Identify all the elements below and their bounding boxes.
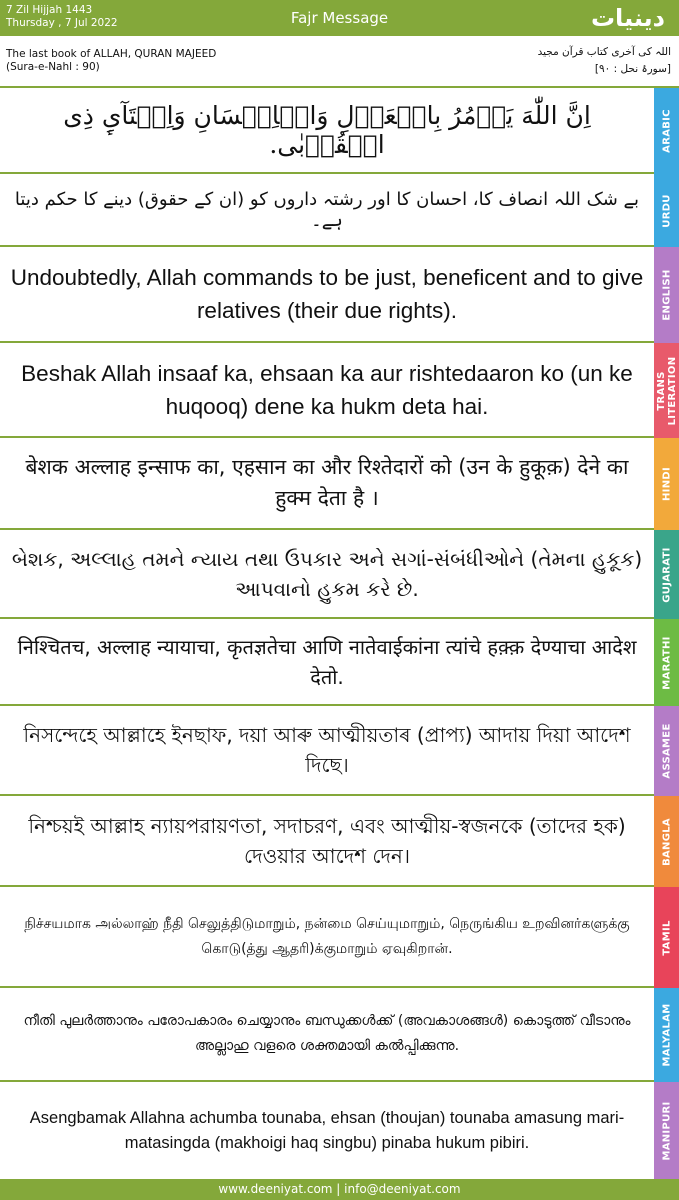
language-tab-marathi[interactable] [654,619,679,706]
tab-label-english: ENGLISH [661,269,672,321]
translation-text-marathi: निश्चितच, अल्लाह न्यायाचा, कृतज्ञतेचा आणि नातेवाईकांना त्यांचे हक़्क़ देण्याचा आदेश देतो. [17,634,637,689]
translation-text-tamil: நிச்சயமாக அல்லாஹ் நீதி செலுத்திடுமாறும், நன்மை செய்யுமாறும், நெருங்கிய உறவினர்களுக்கு கொடு(த்து ஆதரி)க்குமாறும் ஏவுகிறான். [24,915,630,957]
language-tab-gujarati[interactable] [654,530,679,619]
language-tab-tamil[interactable] [654,887,679,988]
translation-text-gujarati: બેશક, અલ્લાહ તમને ન્યાય તથા ઉપકાર અને સગાં-સંબંધીઓને (તેમના હુકૂક) આપવાનો હુકમ કરે છે. [11,546,643,601]
language-tab-arabic[interactable] [654,88,679,174]
page-title: Fajr Message [290,9,389,27]
tab-label-transliteration: TRANS LITERATION [655,356,678,425]
language-tab-manipuri[interactable] [654,1082,679,1179]
translation-text-hindi: बेशक अल्लाह इन्साफ का, एहसान का और रिश्तेदारों को (उन के हुकूक़) देने का हुक्म देता है । [25,455,629,510]
tab-label-marathi: MARATHI [661,635,672,690]
tab-label-urdu: URDU [661,193,672,228]
translation-row-transliteration [0,343,654,438]
translation-row-urdu [0,174,654,247]
footer-contact[interactable]: www.deeniyat.com | info@deeniyat.com [0,1179,679,1200]
translation-row-gujarati [0,530,654,619]
source-english [6,48,216,74]
tab-label-tamil: TAMIL [661,919,672,956]
language-tab-english[interactable] [654,247,679,343]
tab-label-malyalam: MALYALAM [661,1003,672,1067]
language-tab-hindi[interactable] [654,438,679,530]
language-tab-assamee[interactable] [654,706,679,796]
translation-row-marathi [0,619,654,706]
tab-label-arabic: ARABIC [661,109,672,153]
source-urdu-line1: اللہ کی آخری کتاب قرآن مجید [537,46,671,58]
tab-label-hindi: HINDI [661,467,672,501]
language-tab-urdu[interactable] [654,174,679,247]
source-urdu [538,44,671,78]
translation-row-english [0,247,654,343]
translation-text-manipuri: Asengbamak Allahna achumba tounaba, ehsan (thoujan) tounaba amasung mari-matasingda (makhoigi haq singbu) pinaba hukum pibiri. [29,1108,625,1152]
translation-row-manipuri [0,1082,654,1179]
translation-text-transliteration: Beshak Allah insaaf ka, ehsaan ka aur rishtedaaron ko (un ke huqooq) dene ka hukm deta hai. [21,360,633,419]
tab-label-gujarati: GUJARATI [661,546,672,603]
translation-text-bangla: নিশ্চয়ই আল্লাহ ন্যায়পরায়ণতা, সদাচরণ, এবং আত্মীয়-স্বজনকে (তাদের হক) দেওয়ার আদেশ দেন। [28,813,626,868]
translation-row-tamil [0,887,654,988]
language-tab-transliteration[interactable] [654,343,679,438]
brand-logo: دینیات [590,4,665,32]
gregorian-date: Thursday , 7 Jul 2022 [6,17,118,29]
translation-row-bangla [0,796,654,887]
language-tab-malyalam[interactable] [654,988,679,1082]
tab-label-assamee: ASSAMEE [661,723,672,779]
translation-text-malyalam: നീതി പുലർത്താനും പരോപകാരം ചെയ്യാനും ബന്ധുക്കൾക്ക് (അവകാശങ്ങൾ) കൊടുത്ത് വീടാനും അല്ലാഹു വളരെ ശക്തമായി കൽപ്പിക്കുന്നു. [23,1013,631,1054]
translation-row-assamee [0,706,654,796]
top-bar [0,0,679,36]
source-reference [0,36,679,86]
hijri-date: 7 Zil Hijjah 1443 [6,4,93,16]
translation-text-assamee: নিসন্দেহে আল্লাহে ইনছাফ, দয়া আৰু আত্মীয়তাৰ (প্ৰাপ্য) আদায় দিয়া আদেশ দিছে। [23,723,631,777]
source-english-line2: (Sura-e-Nahl : 90) [6,61,100,73]
source-english-line1: The last book of ALLAH, QURAN MAJEED [6,48,217,60]
source-urdu-line2: [سورۂ نحل : ۹۰] [594,63,671,75]
tab-label-manipuri: MANIPURI [661,1100,672,1161]
language-tab-bangla[interactable] [654,796,679,887]
translation-row-arabic [0,88,654,174]
translation-row-hindi [0,438,654,530]
tab-label-bangla: BANGLA [661,817,672,866]
translation-text-arabic: اِنَّ اللّٰهَ يَاۡمُرُ بِالۡعَدۡلِ وَالۡاِحۡسَانِ وَاِيۡتَآىِٕ ذِى الۡقُرۡبٰى. [63,101,591,159]
translation-text-urdu: بے شک اللہ انصاف کا، احسان کا اور رشتہ داروں کو (ان کے حقوق) دینے کا حکم دیتا ہے۔ [14,188,640,231]
translation-row-malyalam [0,988,654,1082]
translation-text-english: Undoubtedly, Allah commands to be just, beneficent and to give relatives (their due rights). [10,265,644,323]
